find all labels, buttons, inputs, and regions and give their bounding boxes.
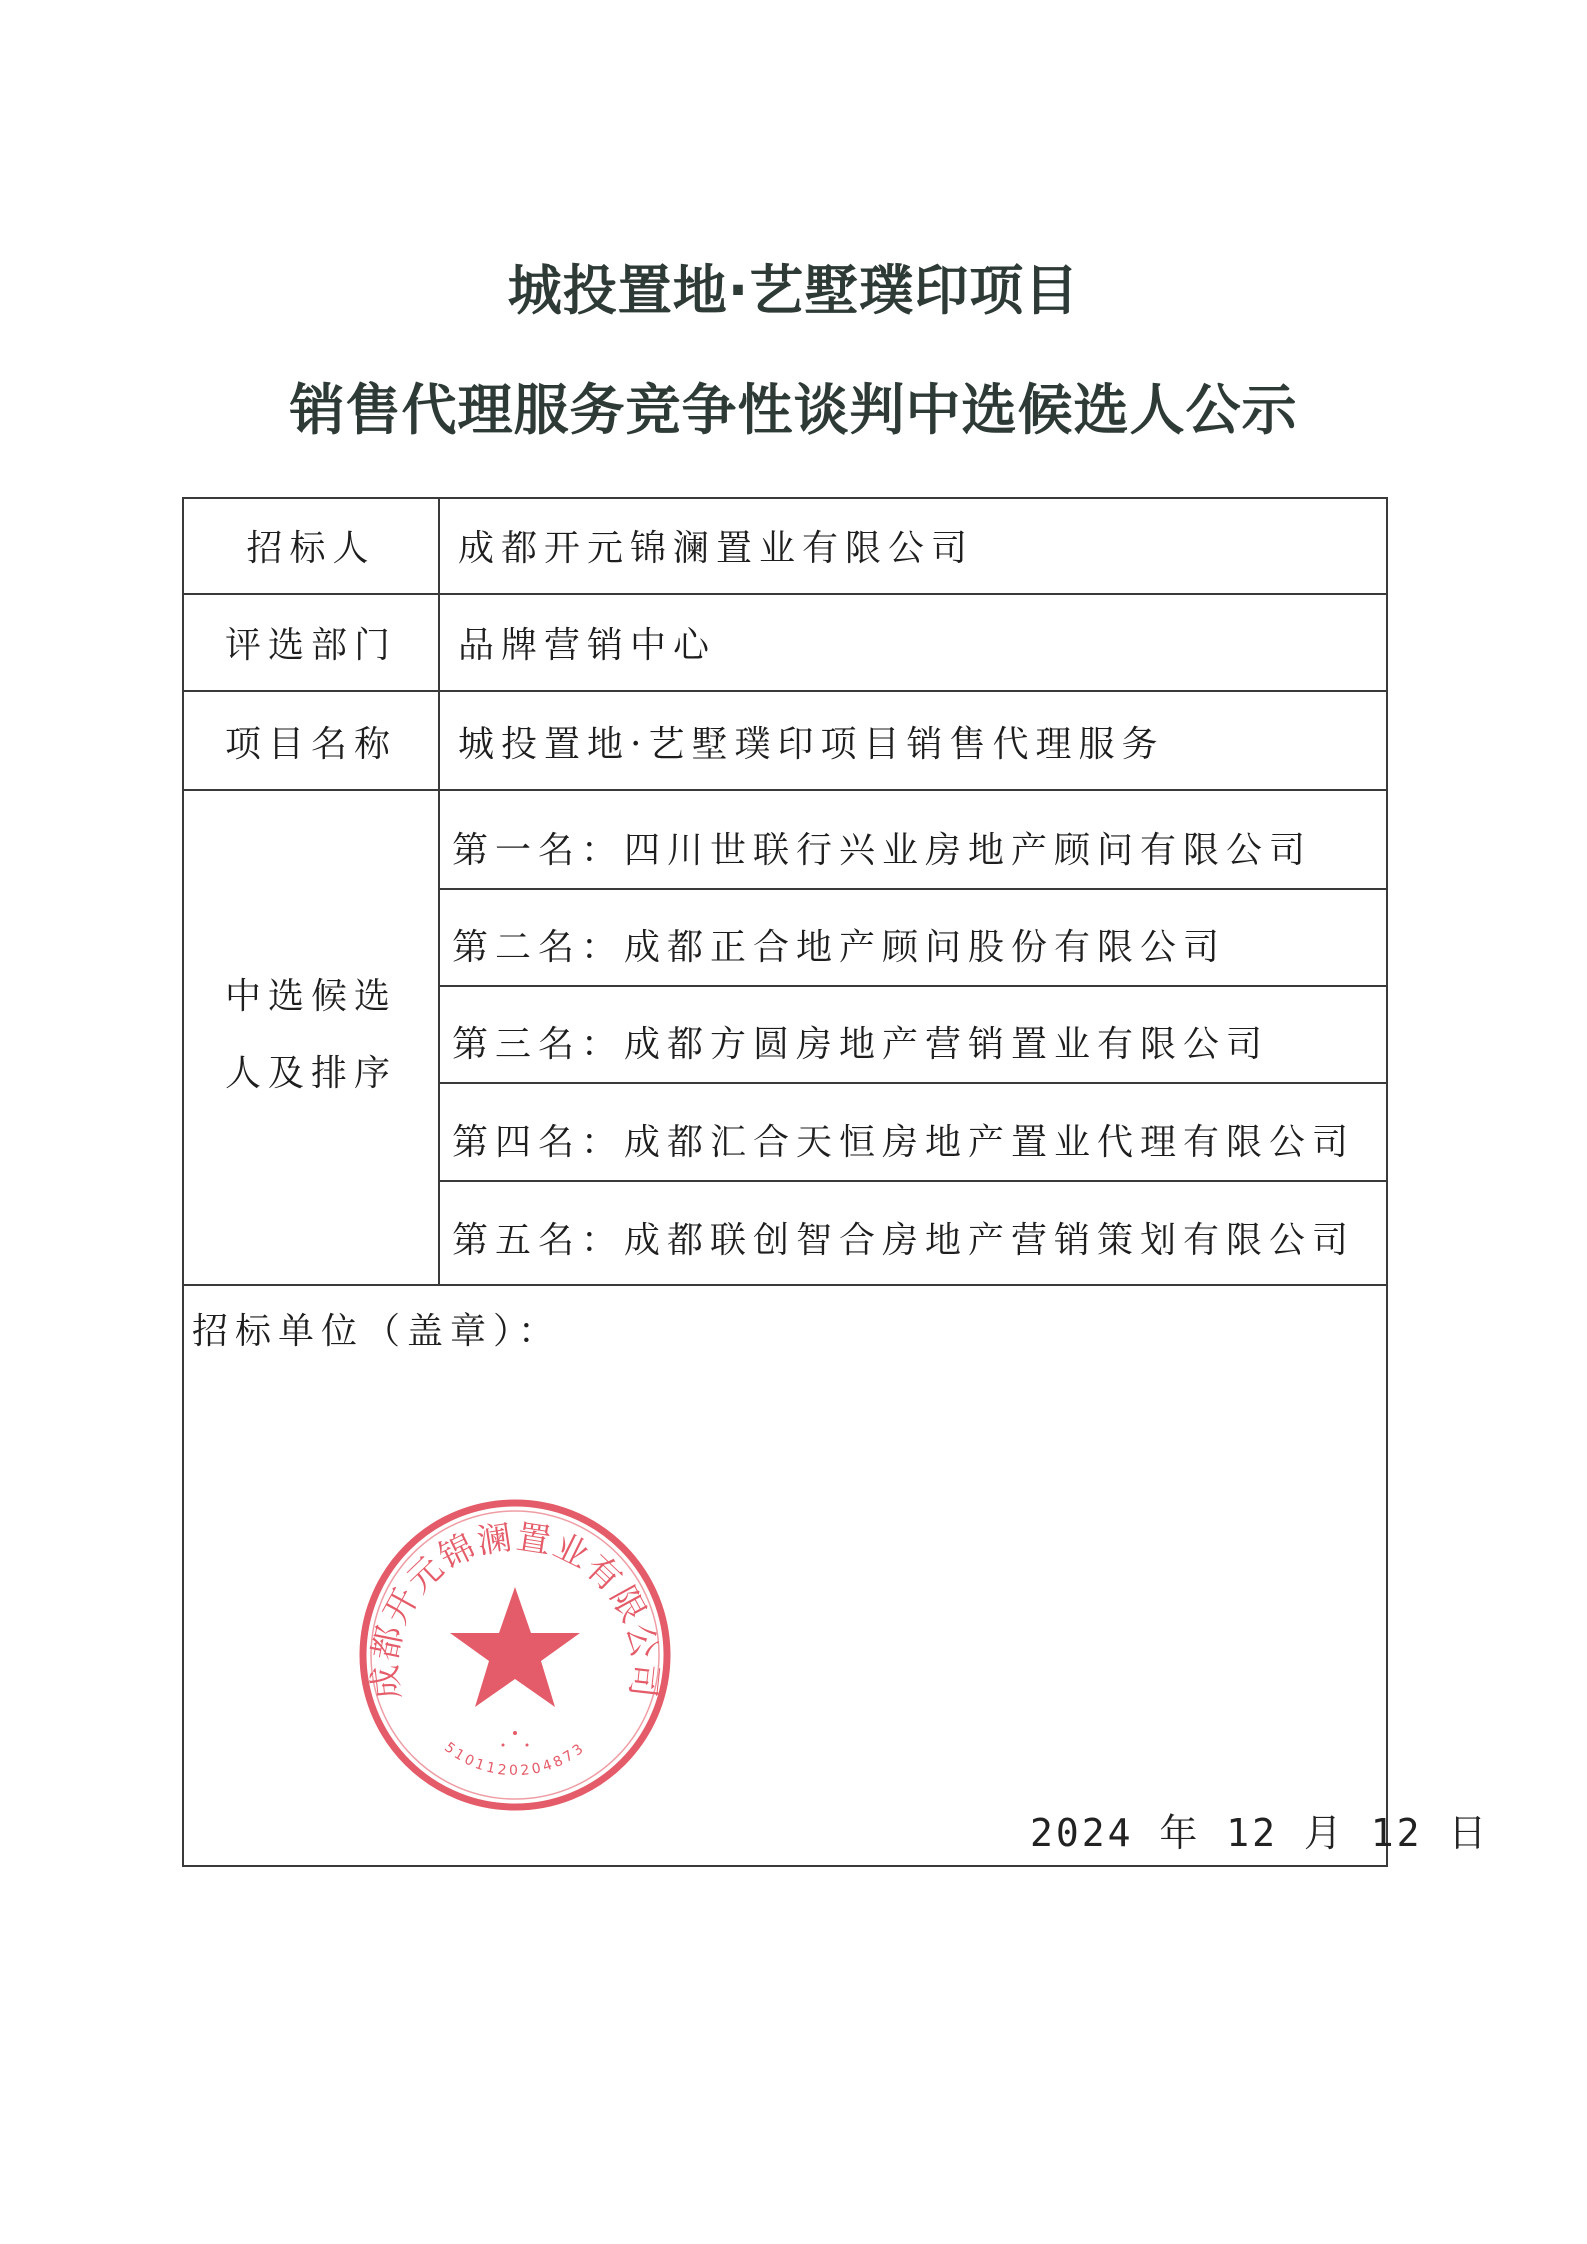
- candidate-row: [452, 919, 1226, 970]
- row-divider: [182, 593, 1388, 595]
- row-divider: [438, 985, 1388, 987]
- candidate-row: [452, 1114, 1355, 1165]
- row-divider: [438, 888, 1388, 890]
- document-title-line1: 城投置地·艺墅璞印项目: [507, 259, 1080, 322]
- candidate-rank: 第二名：: [452, 927, 625, 968]
- row-divider: [182, 1284, 1388, 1286]
- candidate-rank: 第五名：: [452, 1220, 625, 1261]
- candidate-name: 成都联创智合房地产营销策划有限公司: [624, 1220, 1356, 1261]
- label-department: 评选部门: [224, 625, 397, 666]
- value-project-name: 城投置地·艺墅璞印项目销售代理服务: [458, 724, 1165, 765]
- label-candidates-line1: 中选候选: [224, 976, 397, 1017]
- row-divider: [438, 1082, 1388, 1084]
- seal-label: 招标单位（盖章）：: [192, 1311, 562, 1352]
- table-border-top: [182, 497, 1388, 499]
- candidate-name: 成都正合地产顾问股份有限公司: [624, 927, 1227, 968]
- candidate-name: 成都汇合天恒房地产置业代理有限公司: [624, 1122, 1356, 1163]
- company-seal-stamp-icon: [355, 1495, 675, 1815]
- table-border-bottom: [182, 1865, 1388, 1867]
- label-project-name: 项目名称: [224, 724, 397, 765]
- document-title-line2: 销售代理服务竞争性谈判中选候选人公示: [289, 378, 1298, 442]
- row-divider: [182, 690, 1388, 692]
- stamp-company-text: 成都开元锦澜置业有限公司: [364, 1517, 666, 1702]
- candidate-name: 四川世联行兴业房地产顾问有限公司: [624, 830, 1313, 871]
- row-divider: [438, 1180, 1388, 1182]
- table-border-left: [182, 497, 184, 1867]
- value-tenderer: 成都开元锦澜置业有限公司: [458, 528, 975, 569]
- row-divider: [182, 789, 1388, 791]
- candidate-name: 成都方圆房地产营销置业有限公司: [624, 1024, 1270, 1065]
- candidate-rank: 第四名：: [452, 1122, 625, 1163]
- candidate-row: [452, 822, 1312, 873]
- label-candidates-line2: 人及排序: [224, 1053, 397, 1094]
- announcement-date: 2024 年 12 月 12 日: [1030, 1811, 1490, 1855]
- candidate-row: [452, 1212, 1355, 1263]
- candidate-row: [452, 1016, 1269, 1067]
- column-divider: [438, 497, 440, 1285]
- candidate-rank: 第一名：: [452, 830, 625, 871]
- candidate-rank: 第三名：: [452, 1024, 625, 1065]
- stamp-number-text: 5101120204873: [441, 1739, 589, 1780]
- table-border-right: [1386, 497, 1388, 1867]
- label-tenderer: 招标人: [246, 528, 376, 569]
- value-department: 品牌营销中心: [458, 625, 717, 666]
